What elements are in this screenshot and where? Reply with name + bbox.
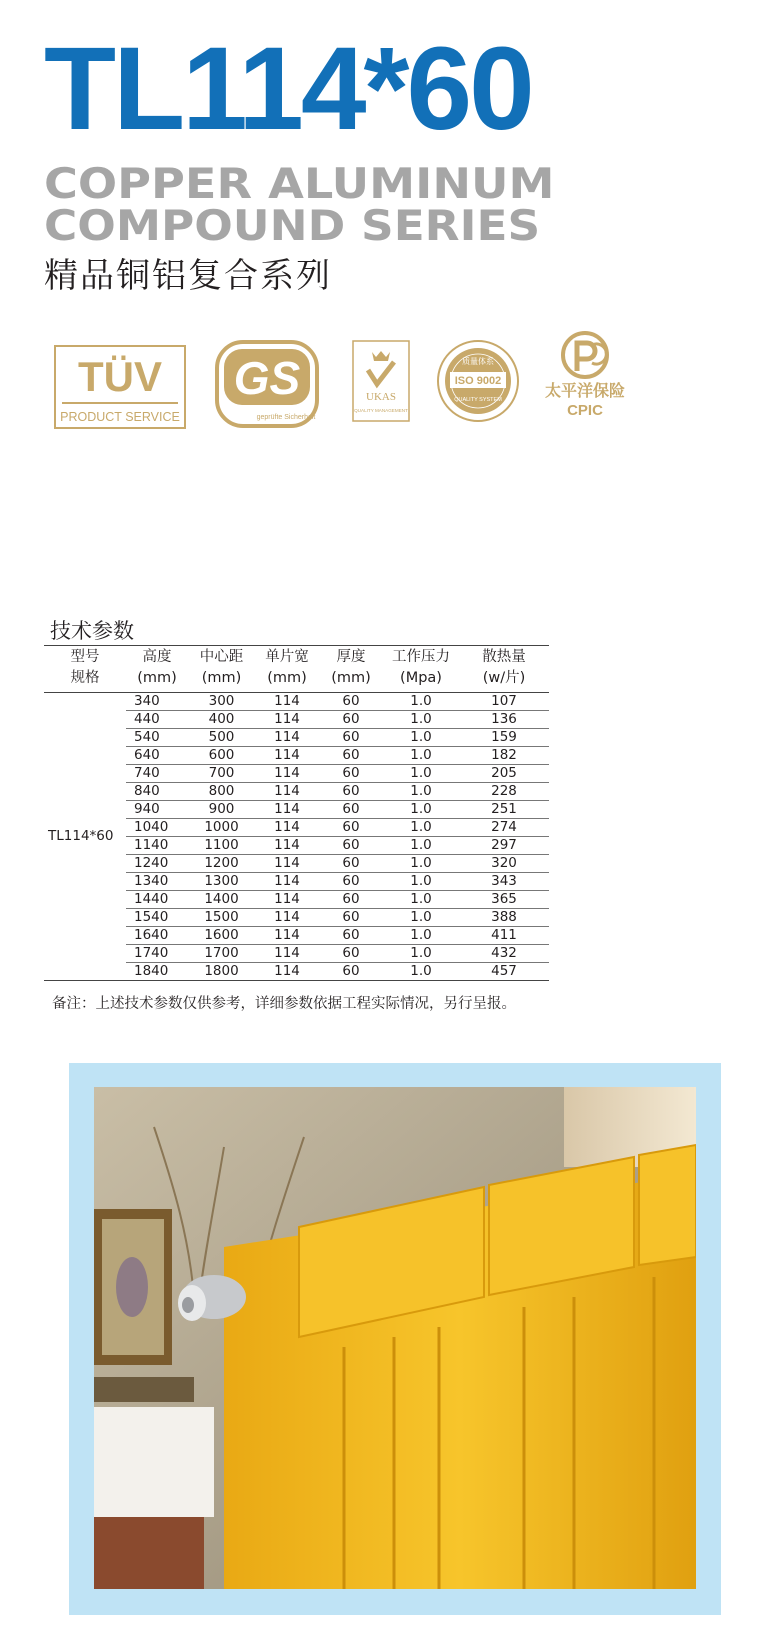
specs-header-cell [459,646,549,693]
table-cell: 1100 [188,837,255,855]
series-title-line2: COMPOUND SERIES [44,201,541,250]
table-cell: 60 [319,819,383,837]
table-cell: 1040 [126,819,188,837]
series-title-cn: 精品铜铝复合系列 [44,256,332,296]
specs-section-title: 技术参数 [50,619,134,643]
table-cell: 114 [255,819,319,837]
table-cell: 740 [126,765,188,783]
table-cell: 400 [188,711,255,729]
specs-header-unit: (Mpa) [400,670,442,686]
table-cell: 114 [255,837,319,855]
table-cell: 1.0 [383,765,459,783]
table-cell: 60 [319,729,383,747]
table-cell: 205 [459,765,549,783]
table-cell: 159 [459,729,549,747]
table-cell: 1.0 [383,945,459,963]
radiator-illustration [94,1087,696,1589]
table-cell: 1.0 [383,927,459,945]
table-cell: 114 [255,711,319,729]
table-cell: 60 [319,783,383,801]
table-cell: 1.0 [383,729,459,747]
table-cell: 1700 [188,945,255,963]
table-cell: 1300 [188,873,255,891]
specs-header-unit: (mm) [201,670,242,686]
table-cell: 540 [126,729,188,747]
specs-header-label: 型号 [70,649,100,665]
table-cell: 251 [459,801,549,819]
table-cell: 432 [459,945,549,963]
table-cell: 1540 [126,909,188,927]
specs-note: 备注：上述技术参数仅供参考，详细参数依据工程实际情况，另行呈报。 [52,996,516,1012]
table-cell: 1.0 [383,819,459,837]
table-cell: 60 [319,765,383,783]
specs-table [44,645,549,981]
tuv-logo [54,345,186,429]
table-cell: 1200 [188,855,255,873]
table-cell: 114 [255,945,319,963]
table-cell: 1640 [126,927,188,945]
table-cell: 114 [255,855,319,873]
tuv-caption: PRODUCT SERVICE [60,410,180,424]
table-cell: 60 [319,855,383,873]
cpic-cn-name: 太平洋保险 [544,381,626,400]
table-cell: 640 [126,747,188,765]
table-cell: 900 [188,801,255,819]
table-cell: 1400 [188,891,255,909]
table-cell: 440 [126,711,188,729]
specs-header-label: 中心距 [199,649,244,665]
table-cell: 228 [459,783,549,801]
certification-logos [54,345,674,440]
table-cell: 274 [459,819,549,837]
table-cell: 1.0 [383,711,459,729]
radiator-photo [94,1087,696,1589]
table-cell: 1.0 [383,837,459,855]
table-cell: 1.0 [383,801,459,819]
specs-header-unit: (w/片) [482,670,526,686]
specs-header-cell [188,646,255,693]
gs-name: GS [233,352,301,404]
table-cell: 340 [126,693,188,711]
table-cell: 840 [126,783,188,801]
table-cell: 182 [459,747,549,765]
table-cell: 1440 [126,891,188,909]
ukas-logo [352,340,410,422]
table-cell: 60 [319,693,383,711]
specs-header-cell [383,646,459,693]
table-cell: 60 [319,747,383,765]
cpic-caption: CPIC [567,402,603,419]
table-cell: 60 [319,801,383,819]
table-cell: 60 [319,891,383,909]
table-cell: 60 [319,837,383,855]
table-cell: 343 [459,873,549,891]
table-cell: 297 [459,837,549,855]
iso-caption: QUALITY SYSTEM [454,397,502,403]
specs-header-label: 工作压力 [392,649,450,665]
specs-header-label: 散热量 [482,649,526,665]
model-cell: TL114*60 [44,693,126,981]
table-cell: 1240 [126,855,188,873]
table-cell: 1600 [188,927,255,945]
table-cell: 388 [459,909,549,927]
table-cell: 114 [255,927,319,945]
iso-top-text: 质量体系 [462,357,494,366]
table-cell: 1.0 [383,873,459,891]
table-cell: 1.0 [383,891,459,909]
table-cell: 411 [459,927,549,945]
table-cell: 60 [319,927,383,945]
table-cell: 60 [319,909,383,927]
series-title-line1: COPPER ALUMINUM [44,159,555,208]
specs-header-cell [44,646,126,693]
specs-header-label: 单片宽 [265,649,309,665]
table-cell: 114 [255,873,319,891]
table-cell: 1.0 [383,783,459,801]
table-cell: 1800 [188,963,255,981]
specs-header-unit: 规格 [70,670,100,686]
table-cell: 114 [255,783,319,801]
specs-header-label: 厚度 [336,649,366,665]
table-cell: 107 [459,693,549,711]
gs-caption: geprüfte Sicherheit [256,414,316,421]
table-cell: 1340 [126,873,188,891]
table-cell: 700 [188,765,255,783]
table-cell: 320 [459,855,549,873]
table-cell: 114 [255,693,319,711]
specs-header-unit: (mm) [137,670,177,686]
table-cell: 457 [459,963,549,981]
gs-logo [214,339,320,429]
table-cell: 114 [255,963,319,981]
table-cell: 60 [319,711,383,729]
table-cell: 136 [459,711,549,729]
ukas-name: UKAS [366,391,396,403]
iso-logo [436,339,520,423]
table-cell: 60 [319,963,383,981]
table-cell: 1.0 [383,963,459,981]
table-cell: 1.0 [383,909,459,927]
table-cell: 1000 [188,819,255,837]
cpic-logo [532,331,638,423]
table-cell: 500 [188,729,255,747]
table-cell: 60 [319,873,383,891]
table-cell: 114 [255,729,319,747]
specs-header-cell [255,646,319,693]
specs-header-label: 高度 [142,649,172,665]
table-cell: 600 [188,747,255,765]
table-cell: 114 [255,891,319,909]
table-cell: 940 [126,801,188,819]
tuv-name: TÜV [78,353,162,400]
table-cell: 60 [319,945,383,963]
table-cell: 114 [255,909,319,927]
table-cell: 1500 [188,909,255,927]
table-cell: 1.0 [383,855,459,873]
table-cell: 1.0 [383,693,459,711]
model-title: TL114*60 [44,23,532,155]
table-cell: 114 [255,801,319,819]
table-cell: 1840 [126,963,188,981]
specs-header-cell [126,646,188,693]
table-cell: 300 [188,693,255,711]
ukas-caption: QUALITY MANAGEMENT [354,408,408,413]
table-row [44,693,549,711]
table-cell: 800 [188,783,255,801]
specs-header-cell [319,646,383,693]
specs-header-unit: (mm) [331,670,371,686]
specs-header-unit: (mm) [267,670,307,686]
table-cell: 114 [255,765,319,783]
table-cell: 1140 [126,837,188,855]
table-cell: 1.0 [383,747,459,765]
specs-header-row [44,646,549,693]
table-cell: 114 [255,747,319,765]
iso-name: ISO 9002 [454,375,502,387]
table-cell: 1740 [126,945,188,963]
table-cell: 365 [459,891,549,909]
